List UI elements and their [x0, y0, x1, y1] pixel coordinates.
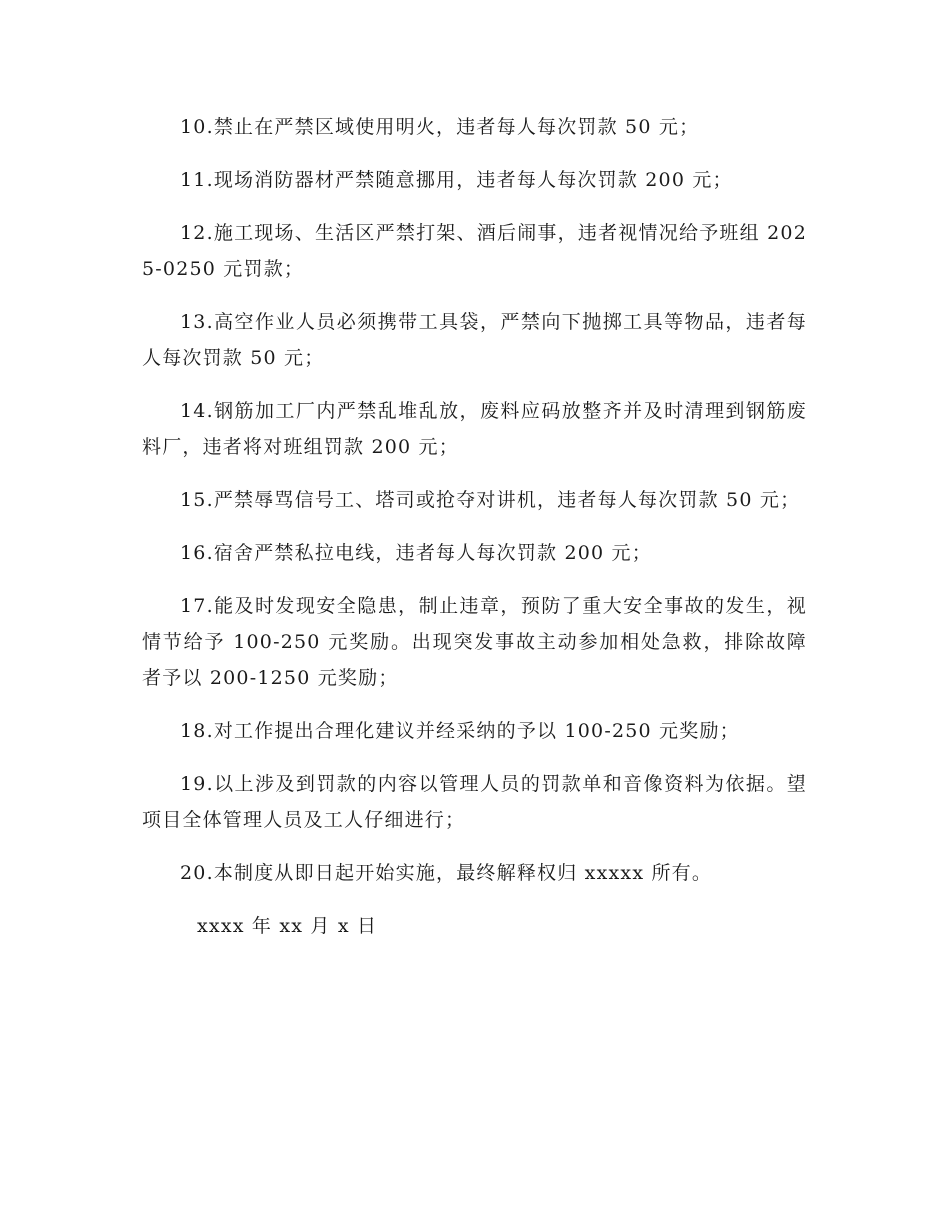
- document-date: xxxx 年 xx 月 x 日: [197, 915, 378, 937]
- document-body: [142, 109, 807, 944]
- clause-18: 18.对工作提出合理化建议并经采纳的予以 100-250 元奖励；: [180, 720, 740, 742]
- clause-16: 16.宿舍严禁私拉电线，违者每人每次罚款 200 元；: [180, 542, 652, 564]
- clause-11: 11.现场消防器材严禁随意挪用，违者每人每次罚款 200 元；: [180, 169, 733, 191]
- clause-15: 15.严禁辱骂信号工、塔司或抢夺对讲机，违者每人每次罚款 50 元；: [180, 489, 801, 511]
- clause-14: 14.钢筋加工厂内严禁乱堆乱放，废料应码放整齐并及时清理到钢筋废料厂，违者将对班组罚款 200 元；: [142, 400, 807, 458]
- clause-12: 12.施工现场、生活区严禁打架、酒后闹事，违者视情况给予班组 2025-0250 元罚款；: [142, 222, 807, 280]
- clause-17: 17.能及时发现安全隐患，制止违章，预防了重大安全事故的发生，视情节给予 100-250 元奖励。出现突发事故主动参加相处急救，排除故障者予以 200-1250 元奖励；: [142, 595, 807, 689]
- clause-10: 10.禁止在严禁区域使用明火，违者每人每次罚款 50 元；: [180, 116, 700, 138]
- clause-20: 20.本制度从即日起开始实施，最终解释权归 xxxxx 所有。: [180, 862, 713, 884]
- clause-13: 13.高空作业人员必须携带工具袋，严禁向下抛掷工具等物品，违者每人每次罚款 50 元；: [142, 311, 807, 369]
- clause-19: 19.以上涉及到罚款的内容以管理人员的罚款单和音像资料为依据。望项目全体管理人员及工人仔细进行；: [142, 773, 807, 831]
